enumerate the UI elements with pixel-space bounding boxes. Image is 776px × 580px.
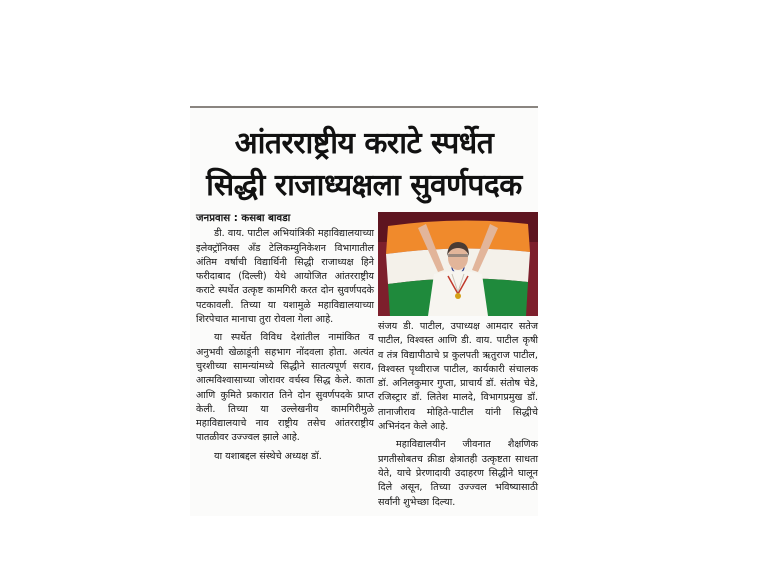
athlete-with-flag-illustration [378, 212, 538, 316]
paragraph-3: या यशाबद्दल संस्थेचे अध्यक्ष डॉ. [214, 450, 322, 462]
headline-line-2: सिद्धी राजाध्यक्षला सुवर्णपदक [206, 168, 522, 203]
paragraph-2: या स्पर्धेत विविध देशांतील नामांकित व अनुभवी खेळाडूंनी सहभाग नोंदवला होता. अत्यंत चुरशीच्या सामन्यांमध्ये सिद्धीने सातत्यपूर्ण सराव, आत्मविश्वासाच्या जोरावर वर्चस्व सिद्ध केले. काता आणि कुमिते प्रकारात तिने दोन सुवर्णपदके प्राप्त केली. तिच्या या उल्लेखनीय कामगिरीमुळे महाविद्यालयाचे नाव राष्ट्रीय तसेच आंतरराष्ट्रीय पातळीवर उज्ज्वल झाले आहे. [196, 332, 374, 444]
paragraph-5: महाविद्यालयीन जीवनात शैक्षणिक प्रगतीसोबतच क्रीडा क्षेत्रातही उत्कृष्टता साधता येते, याचे प्रेरणादायी उदाहरण सिद्धीने घालून दिले असून, तिच्या उज्ज्वल भविष्यासाठी सर्वांनी शुभेच्छा दिल्या. [378, 439, 538, 508]
athlete-photo [378, 212, 538, 316]
paragraph-1: डी. वाय. पाटील अभियांत्रिकी महाविद्यालयाच्या इलेक्ट्रॉनिक्स अँड टेलिकम्युनिकेशन विभागातील अंतिम वर्षाची विद्यार्थिनी सिद्धी राजाध्यक्ष हिने फरीदाबाद (दिल्ली) येथे आयोजित आंतरराष्ट्रीय कराटे स्पर्धेत उत्कृष्ट कामगिरी करत दोन सुवर्णपदके पटकावली. तिच्या या यशामुळे महाविद्यालयाच्या शिरपेचात मानाचा तुरा रोवला गेला आहे. [196, 228, 374, 326]
article-right-column [378, 212, 538, 514]
article-left-column [196, 212, 374, 468]
byline: जनप्रवास : कसबा बावडा [196, 213, 291, 224]
headline-line-1: आंतरराष्ट्रीय कराटे स्पर्धेत [234, 126, 494, 161]
right-column-text [378, 320, 538, 510]
top-rule [190, 106, 538, 108]
paragraph-4: संजय डी. पाटील, उपाध्यक्ष आमदार सतेज पाटील, विश्वस्त आणि डी. वाय. पाटील कृषी व तंत्र विद्यापीठाचे प्र कुलपती ऋतुराज पाटील, विश्वस्त पृथ्वीराज पाटील, कार्यकारी संचालक डॉ. अनिलकुमार गुप्ता, प्राचार्य डॉ. संतोष चेडे, रजिस्ट्रार डॉ. लितेश मालदे, विभागप्रमुख डॉ. तानाजीराव मोहिते-पाटील यांनी सिद्धीचे अभिनंदन केले आहे. [378, 321, 538, 433]
newspaper-clipping [190, 106, 538, 516]
